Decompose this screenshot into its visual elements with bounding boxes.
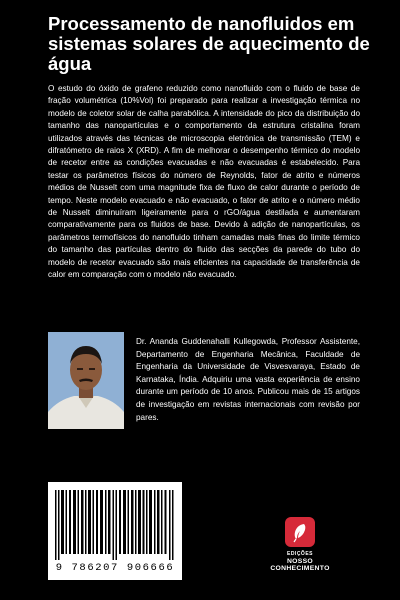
publisher-name: NOSSO CONHECIMENTO	[270, 558, 330, 572]
book-title: Processamento de nanofluidos em sistemas solares de aquecimento de água	[48, 13, 370, 74]
author-photo	[48, 332, 124, 429]
isbn-barcode	[48, 482, 182, 580]
author-portrait-image	[48, 332, 124, 429]
publisher-imprint-label: EDIÇÕES	[286, 551, 313, 557]
barcode-bars-graphic	[55, 490, 175, 560]
publisher-logo-icon	[285, 517, 315, 547]
feather-icon	[285, 517, 315, 547]
isbn-number: 9 786207 906666	[55, 562, 175, 574]
book-synopsis: O estudo do óxido de grafeno reduzido como nanofluido com o fluido de base de fração volumétrica (10%Vol) foi preparado para realizar a investigação térmica no modelo de coletor solar de calha parabólica. A intensidade do pico da distribuição do tamanho das nanopartículas e o comportamento da estrutura cristalina foram utilizados através das técnicas de microscopia eletrónica de transmissão (TEM) e difratómetro de raios X (XRD). A fim de melhorar o desempenho térmico do modelo de recetor entre as condições evacuadas e não evacuadas é estabelecido. Para testar os parâmetros físicos do número de Reynolds, fator de atrito e números médios de Nusselt com uma magnitude fixa de fluxo de calor durante o período de tempo. Neste modelo evacuado e não evacuado, o fator de atrito e o número médio de Nusselt diminuíram ligeiramente para o rGO/água destilada e aumentaram comparativamente para os fluidos de base. Devido à adição de nanopartículas, os parâmetros termofísicos do nanofluido tinham camadas mais finas do limite térmico do tamanho das partículas dentro do fluido das secções da parede do tubo do modelo de recetor evacuado são mais eficientes na capacidade de transferência de calor em comparação com o modelo não evacuado.	[48, 84, 360, 280]
author-bio: Dr. Ananda Guddenahalli Kullegowda, Professor Assistente, Departamento de Engenharia Mecânica, Faculdade de Engenharia da Universidade de Visvesvaraya, Estado de Karnataka, Índia. Adquiriu uma vasta experiência de ensino durante um período de 10 anos. Publicou mais de 15 artigos de investigação em revistas internacionais com revisão por pares.	[136, 337, 360, 422]
publisher-block	[258, 517, 342, 572]
